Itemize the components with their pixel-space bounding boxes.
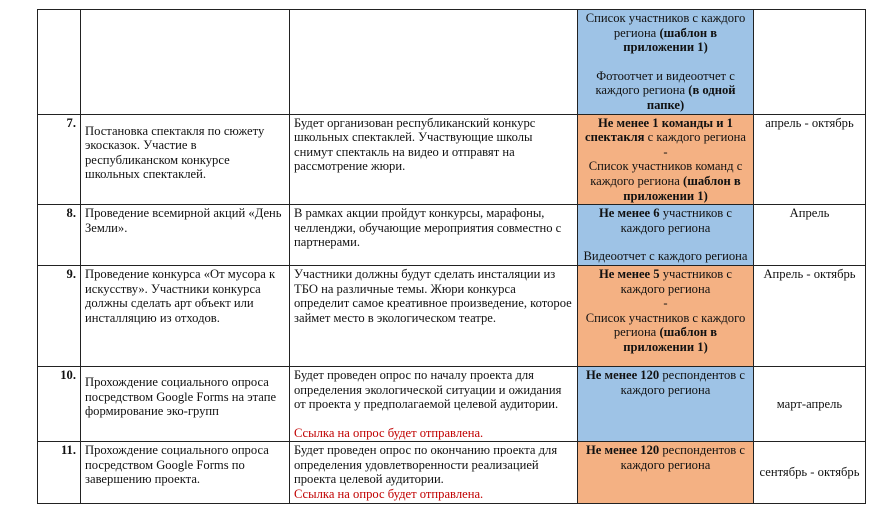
result-text: Список участников с каждого региона [585,310,746,340]
table-row [38,265,866,366]
table-row [38,366,866,441]
activity-cell: Проведение конкурса «От мусора к искусству». Участники конкурса должны сделать арт объект или инсталляцию из отходов. [81,265,290,366]
description-cell [290,442,578,503]
result-bold: (шаблон в приложении 1) [623,325,718,354]
result-bold: (шаблон в приложении 1) [623,173,741,203]
activity-text: Прохождение социального опроса посредством Google Forms на этапе формирование эко-групп [85,374,277,419]
activity-cell: Прохождение социального опроса посредством Google Forms по завершению проекта. [81,442,290,503]
table-row [38,205,866,266]
result-bold: (шаблон в приложении 1) [623,25,718,55]
result-text: респондентов с каждого региона [620,443,745,472]
activity-cell [81,10,290,115]
row-number: 7. [38,114,81,205]
result-cell [578,205,754,266]
row-number [38,10,81,115]
result-text: Список участников команд с каждого региона [588,159,743,188]
result-cell [578,10,754,115]
timing-cell: сентябрь - октябрь [754,442,866,503]
result-text: Список участников с каждого региона [585,11,746,40]
result-bold: Не менее 1 команды и 1 спектакля [585,115,733,145]
description-cell: Участники должны будут сделать инсталяции из ТБО на различные темы. Жюри конкурса определит самое креативное произведение, которое займет место в экологическом театре. [290,265,578,366]
result-bold: Не менее 5 [599,266,660,281]
table-row [38,114,866,205]
result-bold: Не менее 6 [599,206,660,221]
table-row [38,442,866,503]
result-bold: (в одной папке) [646,83,736,112]
activity-cell [81,114,290,205]
timing-cell [754,10,866,115]
description-cell: В рамках акции пройдут конкурсы, марафоны, челленджи, обучающие мероприятия совместно с партнерами. [290,205,578,266]
result-cell [578,366,754,441]
timing-cell: март-апрель [754,366,866,441]
result-dash: - [663,296,668,311]
description-cell: Будет организован республиканский конкурс школьных спектаклей. Участвующие школы снимут спектакль на видео и отправят на рассмотрение жюри. [290,114,578,205]
result-dash: - [663,144,668,159]
timing-cell: Апрель [754,205,866,266]
result-text: с каждого региона [644,130,746,145]
result-cell [578,114,754,205]
timing-cell: апрель - октябрь [754,114,866,205]
timing-cell: Апрель - октябрь [754,265,866,366]
activity-text: Постановка спектакля по сюжету экосказок. Участие в республиканском конкурсе школьных спектаклей. [85,123,265,182]
row-number: 8. [38,205,81,266]
result-text: участников с каждого региона [620,206,732,235]
activity-cell: Проведение всемирной акций «День Земли». [81,205,290,266]
row-number: 11. [38,442,81,503]
result-cell [578,442,754,503]
description-cell [290,366,578,441]
survey-link-note: Ссылка на опрос будет отправлена. [294,487,484,502]
result-bold: Не менее 120 [586,443,660,458]
result-cell [578,265,754,366]
row-number: 9. [38,265,81,366]
description-text: Будет проведен опрос по началу проекта для определения экологической ситуации и ожидания от проекта у предполагаемой целевой аудитории. [294,367,562,412]
result-text: участников с каждого региона [620,266,732,296]
row-number: 10. [38,366,81,441]
result-bold: Не менее 120 [586,367,660,382]
activity-cell [81,366,290,441]
result-text: Фотоотчет и видеоотчет с каждого региона [595,68,735,98]
activity-plan-table [37,9,866,504]
table-row [38,10,866,115]
description-text: Будет проведен опрос по окончанию проекта для определения удовлетворенности реализацией проекта целевой аудитории. [294,443,558,487]
result-text: Видеоотчет с каждого региона [583,249,748,264]
result-text: респондентов с каждого региона [620,367,745,397]
description-cell [290,10,578,115]
survey-link-note: Ссылка на опрос будет отправлена. [294,425,484,440]
